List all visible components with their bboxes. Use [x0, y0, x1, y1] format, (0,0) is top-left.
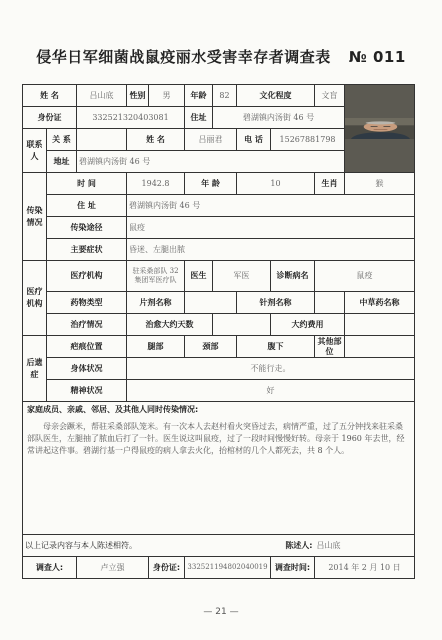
investigator-id-value: 332521194802040019 — [185, 557, 271, 579]
route-value: 鼠疫 — [127, 217, 415, 239]
name-label: 姓 名 — [23, 85, 77, 107]
scar-belly-label: 腹下 — [237, 336, 315, 358]
cost-value — [345, 314, 415, 336]
cure-days-label: 治愈大约天数 — [127, 314, 213, 336]
confirm-statement: 以上记录内容与本人陈述相符。 — [23, 535, 237, 557]
relation-value — [77, 129, 127, 151]
id-value: 332521320403081 — [77, 107, 185, 129]
age-value: 82 — [213, 85, 237, 107]
time-value: 1942.8 — [127, 173, 185, 195]
zodiac-label: 生肖 — [315, 173, 345, 195]
basic-info-row — [23, 85, 415, 107]
treatment-row — [23, 314, 415, 336]
contact-name-label: 姓 名 — [127, 129, 185, 151]
investigator-id-label: 身份证: — [149, 557, 185, 579]
scar-other-value — [345, 336, 415, 358]
survivor-photo — [345, 85, 415, 173]
education-label: 文化程度 — [237, 85, 315, 107]
scar-neck-label: 颈部 — [185, 336, 237, 358]
survey-date-label: 调查时间: — [271, 557, 315, 579]
survey-table — [22, 84, 415, 579]
name-value: 吕山底 — [77, 85, 127, 107]
investigator-value: 卢立强 — [77, 557, 149, 579]
narrator-value: 吕山底 — [315, 535, 415, 557]
zodiac-value: 猴 — [345, 173, 415, 195]
scar-other-label: 其他部位 — [315, 336, 345, 358]
infection-address-row — [23, 195, 415, 217]
age-label: 年龄 — [185, 85, 213, 107]
injection-name-label: 针剂名称 — [237, 292, 315, 314]
infection-time-row — [23, 173, 415, 195]
mental-condition-value: 好 — [127, 380, 415, 402]
route-row — [23, 217, 415, 239]
body-condition-row — [23, 358, 415, 380]
address-value: 碧湖镇内汤街 46 号 — [213, 107, 345, 129]
investigator-row — [23, 557, 415, 579]
institution-row — [23, 261, 415, 292]
scar-leg-label: 腿部 — [127, 336, 185, 358]
scar-row — [23, 336, 415, 358]
body-condition-value: 不能行走。 — [127, 358, 415, 380]
infection-section-label: 传染情况 — [23, 173, 47, 261]
contact-name-value: 吕丽君 — [185, 129, 237, 151]
drug-type-label: 药物类型 — [47, 292, 127, 314]
document-title — [0, 46, 442, 67]
narrative-cell — [23, 402, 415, 535]
diagnosis-value: 鼠疫 — [315, 261, 415, 292]
contact-address-label: 地址 — [47, 151, 77, 173]
gender-label: 性别 — [127, 85, 149, 107]
investigator-label: 调查人: — [23, 557, 77, 579]
doctor-value: 军医 — [213, 261, 271, 292]
treatment-label: 治疗情况 — [47, 314, 127, 336]
infection-age-value: 10 — [237, 173, 315, 195]
diagnosis-label: 诊断病名 — [271, 261, 315, 292]
symptom-label: 主要症状 — [47, 239, 127, 261]
narrative-body: 母亲会蹶米，帮驻采桑部队笼米。有一次本人去赵村看火突昏过去，病情严重，过了五分钟找来驻采桑部队医生，左腿抽了脓血后打了一针。医生说这叫鼠疫，过了一段时间慢慢好转。母亲于 1960 年去世，经常讲起这件事。碧湖行基一户得鼠疫的病人拿去火化，抬棺材的几个人都死去，共 8 个人。 — [27, 422, 405, 455]
address-label: 住址 — [185, 107, 213, 129]
doctor-label: 医生 — [185, 261, 213, 292]
infection-age-label: 年 龄 — [185, 173, 237, 195]
herbal-name-label: 中草药名称 — [345, 292, 415, 314]
drug-row — [23, 292, 415, 314]
infection-address-value: 碧湖镇内汤街 46 号 — [127, 195, 415, 217]
form-number: № 011 — [348, 48, 406, 66]
sequela-section-label: 后遗症 — [23, 336, 47, 402]
medical-section-label: 医疗机构 — [23, 261, 47, 336]
phone-label: 电 话 — [237, 129, 271, 151]
phone-value: 15267881798 — [271, 129, 345, 151]
cost-label: 大约费用 — [271, 314, 345, 336]
tablet-name-value — [185, 292, 237, 314]
institution-value: 驻采桑部队 32 集团军医疗队 — [127, 261, 185, 292]
survey-date-value: 2014 年 2 月 10 日 — [315, 557, 415, 579]
injection-name-value — [315, 292, 345, 314]
contact-address-value: 碧湖镇内汤街 46 号 — [77, 151, 345, 173]
confirm-row — [23, 535, 415, 557]
time-label: 时 间 — [47, 173, 127, 195]
narrative-row — [23, 402, 415, 535]
title-text: 侵华日军细菌战鼠疫丽水受害幸存者调查表 — [36, 48, 331, 66]
relation-label: 关 系 — [47, 129, 77, 151]
mental-condition-label: 精神状况 — [47, 380, 127, 402]
route-label: 传染途径 — [47, 217, 127, 239]
symptom-value: 昏迷、左腿出脓 — [127, 239, 415, 261]
portrait-image — [345, 118, 414, 139]
narrator-label: 陈述人: — [237, 535, 315, 557]
mental-condition-row — [23, 380, 415, 402]
gender-value: 男 — [149, 85, 185, 107]
symptom-row — [23, 239, 415, 261]
body-condition-label: 身体状况 — [47, 358, 127, 380]
contact-section-label: 联系人 — [23, 129, 47, 173]
page-number: — 21 — — [203, 607, 239, 617]
narrative-heading: 家庭成员、亲戚、邻居、及其他人同时传染情况: — [27, 405, 199, 414]
scar-location-label: 疤痕位置 — [47, 336, 127, 358]
tablet-name-label: 片剂名称 — [127, 292, 185, 314]
id-label: 身份证 — [23, 107, 77, 129]
education-value: 文盲 — [315, 85, 345, 107]
infection-address-label: 住 址 — [47, 195, 127, 217]
cure-days-value — [213, 314, 271, 336]
institution-label: 医疗机构 — [47, 261, 127, 292]
